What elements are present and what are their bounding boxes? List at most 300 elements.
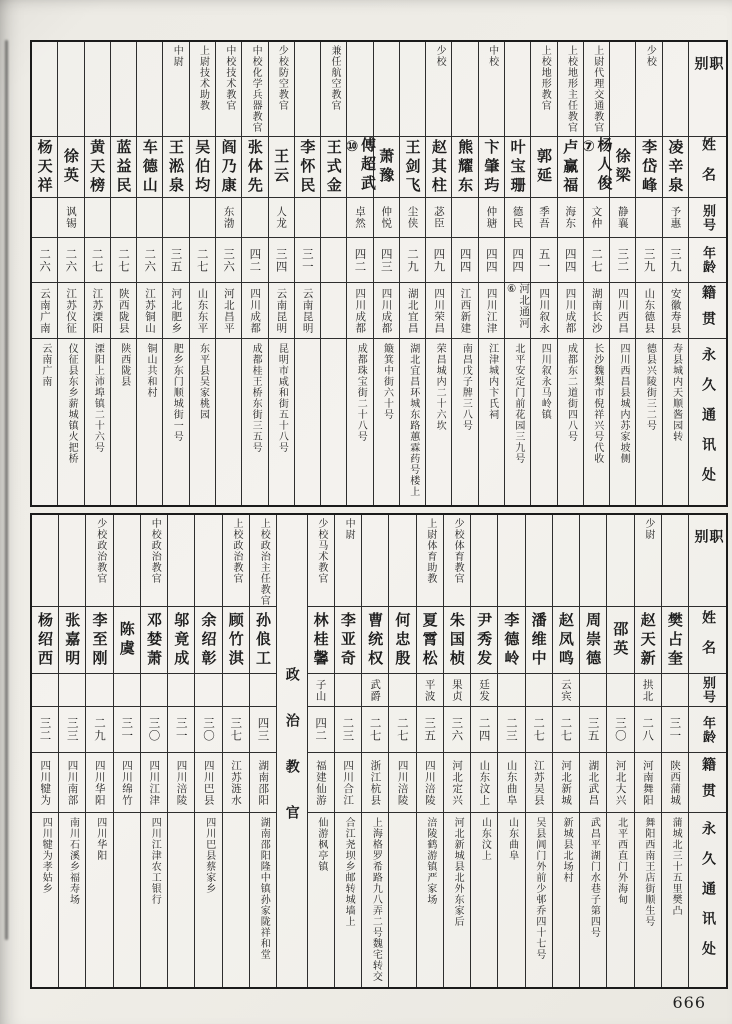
- rank-cell: [526, 515, 552, 607]
- alias-cell: 仲悦: [374, 198, 399, 238]
- rank-cell: [58, 42, 83, 137]
- person-column: [85, 515, 112, 987]
- name-cell: 张嘉明: [59, 607, 85, 674]
- native-cell: 湖北武昌: [580, 753, 606, 813]
- rank-cell: [168, 515, 194, 607]
- alias-cell: 季吾: [531, 198, 556, 238]
- age-cell: 二三: [335, 707, 361, 753]
- upper-table: [30, 40, 728, 507]
- native-cell: 河北大兴: [607, 753, 633, 813]
- rank-cell: [59, 515, 85, 607]
- native-cell: 安徽寿县: [663, 283, 688, 339]
- alias-cell: 德民: [505, 198, 530, 238]
- rank-cell: 上校地形主任教官: [558, 42, 583, 137]
- person-column: [189, 42, 215, 505]
- rank-cell: 上校政治教官: [223, 515, 249, 607]
- person-column: [661, 515, 688, 987]
- section-divider-column: [276, 515, 306, 987]
- age-cell: 二三: [498, 707, 524, 753]
- header-alias: 别号: [689, 674, 726, 707]
- person-column: [113, 515, 140, 987]
- age-cell: 三一: [662, 707, 688, 753]
- address-cell: [295, 339, 320, 505]
- person-column: [373, 42, 399, 505]
- rank-cell: 上尉体育助教: [417, 515, 443, 607]
- address-cell: 德县兴陵街三二号: [644, 343, 656, 431]
- age-cell: 三二: [32, 707, 58, 753]
- rank-cell: [347, 42, 372, 137]
- rank-cell: 中校政治教官: [141, 515, 167, 607]
- address-cell: 河北新城县北外东家后: [452, 817, 464, 927]
- native-cell: 河北通河⑥: [505, 283, 530, 339]
- person-column: [167, 515, 194, 987]
- name-cell: 赵凤鸣: [553, 607, 579, 674]
- name-cell: 夏霄松: [417, 607, 443, 674]
- address-cell: 舞阳西南王店街顺生号: [642, 817, 654, 927]
- native-cell: 江苏吴县: [526, 753, 552, 813]
- age-cell: 三六: [216, 238, 241, 283]
- person-column: [84, 42, 110, 505]
- age-cell: 四三: [250, 707, 276, 753]
- age-cell: 二九: [400, 238, 425, 283]
- age-cell: 五一: [531, 238, 556, 283]
- age-cell: 三九: [636, 238, 661, 283]
- rank-cell: 中校化学兵器教官: [242, 42, 267, 137]
- person-column: [530, 42, 556, 505]
- native-cell: 四川巴县: [195, 753, 221, 813]
- address-cell: 寿县城内天顺酱园转: [670, 343, 682, 442]
- rank-cell: [452, 42, 477, 137]
- rank-cell: [111, 42, 136, 137]
- alias-cell: 东渤: [216, 198, 241, 238]
- native-cell: 浙江杭县: [362, 753, 388, 813]
- header-age: 年龄: [689, 707, 726, 753]
- person-column: [58, 515, 85, 987]
- age-cell: 二七: [111, 238, 136, 283]
- name-cell: 何忠殷: [389, 607, 415, 674]
- rank-cell: 少校防空教官: [269, 42, 294, 137]
- native-cell: 河北新城: [553, 753, 579, 813]
- address-cell: [114, 813, 140, 987]
- address-cell: 山东汶上: [479, 817, 491, 861]
- person-column: [497, 515, 524, 987]
- alias-cell: 苾臣: [426, 198, 451, 238]
- name-cell: 邓婪萧: [141, 607, 167, 674]
- alias-cell: [114, 674, 140, 707]
- address-cell: 北平安定门前花园三九号: [512, 343, 524, 464]
- age-cell: 四四: [452, 238, 477, 283]
- name-cell: 孙俍工: [250, 607, 276, 674]
- alias-cell: [32, 198, 57, 238]
- age-cell: 三七: [223, 707, 249, 753]
- name-cell: 李怀民: [295, 137, 320, 198]
- address-cell: 南昌戊子牌三八号: [460, 343, 472, 431]
- rank-cell: 中校: [479, 42, 504, 137]
- age-cell: 二七: [526, 707, 552, 753]
- address-cell: 山东曲阜: [506, 817, 518, 861]
- rank-cell: [389, 515, 415, 607]
- name-cell: 萧豫: [374, 137, 399, 198]
- address-cell: 吴县阊门外前少邨乔四十七号: [533, 817, 545, 960]
- person-column: [57, 42, 83, 505]
- name-cell: 徐梁: [610, 137, 635, 198]
- header-alias: 别号: [689, 198, 726, 238]
- alias-cell: [32, 674, 58, 707]
- address-cell: 四川叙永马岭镇: [539, 343, 551, 420]
- rank-cell: 少校政治教官: [86, 515, 112, 607]
- rank-cell: [610, 42, 635, 137]
- native-cell: 四川成都: [558, 283, 583, 339]
- address-cell: 江津城内卞氏祠: [486, 343, 498, 420]
- rank-cell: 少校: [426, 42, 451, 137]
- age-cell: 四二: [347, 238, 372, 283]
- address-cell: 四川巴县蔡家乡: [203, 817, 215, 894]
- person-column: [634, 515, 661, 987]
- alias-cell: 尘侠: [400, 198, 425, 238]
- age-cell: 四四: [479, 238, 504, 283]
- address-cell: 合江尧坝乡邮转城墙上: [343, 817, 355, 927]
- native-cell: 山东汶上: [471, 753, 497, 813]
- age-cell: 四二: [242, 238, 267, 283]
- native-cell: 江苏仪征: [58, 283, 83, 339]
- rank-cell: [471, 515, 497, 607]
- address-cell: 簸箕中街六十号: [381, 343, 393, 420]
- address-cell: 云南广南: [39, 343, 51, 387]
- rank-cell: 中校技术教官: [216, 42, 241, 137]
- alias-cell: 海东: [558, 198, 583, 238]
- rank-cell: 少校马术教官: [308, 515, 334, 607]
- age-cell: 四四: [558, 238, 583, 283]
- alias-cell: [163, 198, 188, 238]
- native-cell: 云南昆明: [295, 283, 320, 339]
- native-cell: 四川涪陵: [168, 753, 194, 813]
- native-cell: 福建仙游: [308, 753, 334, 813]
- alias-cell: 予惠: [663, 198, 688, 238]
- name-cell: 杨绍西: [32, 607, 58, 674]
- rank-cell: [607, 515, 633, 607]
- address-cell: [168, 813, 194, 987]
- person-column: [162, 42, 188, 505]
- address-cell: [321, 339, 346, 505]
- rank-cell: 中尉: [163, 42, 188, 137]
- rank-cell: [580, 515, 606, 607]
- name-cell: 傅超武⑩: [347, 137, 372, 198]
- header-name: 姓名: [689, 137, 726, 198]
- native-cell: 四川合江: [335, 753, 361, 813]
- age-cell: 二七: [85, 238, 110, 283]
- alias-cell: [321, 198, 346, 238]
- name-cell: 杨天祥: [32, 137, 57, 198]
- person-column: [635, 42, 661, 505]
- header-address: 永久通讯处: [700, 821, 716, 971]
- native-cell: 四川华阳: [86, 753, 112, 813]
- native-cell: 江苏溧阳: [85, 283, 110, 339]
- age-cell: 三九: [663, 238, 688, 283]
- person-column: [579, 515, 606, 987]
- age-cell: 二六: [137, 238, 162, 283]
- name-cell: 杨人俊⑦: [584, 137, 609, 198]
- person-column: [425, 42, 451, 505]
- age-cell: 二四: [471, 707, 497, 753]
- native-cell: 山东曲阜: [498, 753, 524, 813]
- native-cell: 湖南长沙: [584, 283, 609, 339]
- name-cell: 邵英: [607, 607, 633, 674]
- person-column: [557, 42, 583, 505]
- rank-cell: [362, 515, 388, 607]
- age-cell: 二七: [362, 707, 388, 753]
- address-cell: 溧阳上沛埠镇二十六号: [92, 343, 104, 453]
- alias-cell: [580, 674, 606, 707]
- age-cell: 二七: [553, 707, 579, 753]
- native-cell: 江苏铜山: [137, 283, 162, 339]
- native-cell: 四川犍为: [32, 753, 58, 813]
- age-cell: [321, 238, 346, 283]
- alias-cell: 讽锡: [58, 198, 83, 238]
- age-cell: 三四: [269, 238, 294, 283]
- alias-cell: [389, 674, 415, 707]
- address-cell: 成都珠宝街二十八号: [355, 343, 367, 442]
- address-cell: 四川犍为孝姑乡: [40, 817, 52, 894]
- name-cell: 赵天新: [635, 607, 661, 674]
- name-cell: 卢赢福: [558, 137, 583, 198]
- native-cell: 河北肥乡: [163, 283, 188, 339]
- rank-cell: 上尉技术助教: [190, 42, 215, 137]
- rank-cell: 少校: [636, 42, 661, 137]
- address-cell: 四川华阳: [94, 817, 106, 861]
- rank-cell: [663, 42, 688, 137]
- name-cell: 黄天榜: [85, 137, 110, 198]
- address-cell: 四川西昌县城内苏家坡侧: [618, 343, 630, 464]
- alias-cell: 文仲: [584, 198, 609, 238]
- age-cell: 四三: [374, 238, 399, 283]
- person-column: [110, 42, 136, 505]
- native-cell: 江苏涟水: [223, 753, 249, 813]
- alias-cell: [662, 674, 688, 707]
- person-column: [388, 515, 415, 987]
- address-cell: 上海格罗希路九八弄二号魏宅转交: [370, 817, 382, 982]
- person-column: [399, 42, 425, 505]
- rank-cell: [505, 42, 530, 137]
- native-cell: 云南昆明: [269, 283, 294, 339]
- alias-cell: [607, 674, 633, 707]
- name-cell: 吴伯均: [190, 137, 215, 198]
- person-column: [215, 42, 241, 505]
- rank-cell: 上尉代理交通教官: [584, 42, 609, 137]
- name-cell: 王剑飞: [400, 137, 425, 198]
- name-cell: 樊占奎: [662, 607, 688, 674]
- address-cell: 湖北宜昌环城东路蕙霖药号楼上: [407, 343, 419, 497]
- alias-cell: 卓然: [347, 198, 372, 238]
- native-cell: 山东东平: [190, 283, 215, 339]
- age-cell: 二六: [32, 238, 57, 283]
- person-column: [222, 515, 249, 987]
- age-cell: 二七: [584, 238, 609, 283]
- native-cell: 四川南部: [59, 753, 85, 813]
- name-cell: 曹统权: [362, 607, 388, 674]
- name-cell: 王式金: [321, 137, 346, 198]
- alias-cell: [141, 674, 167, 707]
- age-cell: 三〇: [195, 707, 221, 753]
- native-cell: 四川成都: [242, 283, 267, 339]
- rank-cell: [32, 42, 57, 137]
- native-cell: 四川成都: [374, 283, 399, 339]
- native-cell: 河北定兴: [444, 753, 470, 813]
- native-cell: 江西新建: [452, 283, 477, 339]
- alias-cell: 武爵: [362, 674, 388, 707]
- alias-cell: [452, 198, 477, 238]
- person-column: [609, 42, 635, 505]
- age-cell: 三六: [444, 707, 470, 753]
- age-cell: 三五: [417, 707, 443, 753]
- age-cell: 二九: [86, 707, 112, 753]
- address-cell: 成都桂王桥东街三五号: [250, 343, 262, 453]
- person-column: [307, 515, 334, 987]
- name-cell: 尹秀发: [471, 607, 497, 674]
- age-cell: 三五: [580, 707, 606, 753]
- header-native: 籍贯: [689, 283, 726, 339]
- name-cell: 李德岭: [498, 607, 524, 674]
- person-column: [504, 42, 530, 505]
- person-column: [249, 515, 276, 987]
- address-cell: 长沙魏梨市倪祥兴号代收: [591, 343, 603, 464]
- alias-cell: [59, 674, 85, 707]
- address-cell: 仪征县东乡薪城镇火把桥: [66, 343, 78, 464]
- address-cell: 陕西陇县: [118, 343, 130, 387]
- name-cell: 李亚奇: [335, 607, 361, 674]
- rank-cell: [498, 515, 524, 607]
- rank-cell: 中尉: [335, 515, 361, 607]
- person-column: [525, 515, 552, 987]
- age-cell: 三三: [59, 707, 85, 753]
- age-cell: 三一: [295, 238, 320, 283]
- rank-cell: 上校地形教官: [531, 42, 556, 137]
- name-cell: 王淞泉: [163, 137, 188, 198]
- alias-cell: [190, 198, 215, 238]
- alias-cell: 平波: [417, 674, 443, 707]
- age-cell: 二七: [389, 707, 415, 753]
- name-cell: 王云: [269, 137, 294, 198]
- age-cell: 四四: [505, 238, 530, 283]
- age-cell: 四二: [308, 707, 334, 753]
- alias-cell: [295, 198, 320, 238]
- lower-table: [30, 513, 728, 989]
- name-cell: 周崇德: [580, 607, 606, 674]
- person-column: [241, 42, 267, 505]
- header-native: 籍贯: [689, 753, 726, 813]
- rank-cell: [85, 42, 110, 137]
- name-cell: 张体先: [242, 137, 267, 198]
- rank-cell: [374, 42, 399, 137]
- person-column: [32, 42, 57, 505]
- name-cell: 赵其柱: [426, 137, 451, 198]
- person-column: [478, 42, 504, 505]
- age-cell: 三〇: [607, 707, 633, 753]
- age-cell: 三五: [163, 238, 188, 283]
- name-cell: 蓝益民: [111, 137, 136, 198]
- page-number: 666: [672, 993, 706, 1012]
- name-cell: 凌辛泉: [663, 137, 688, 198]
- name-cell: 李至刚: [86, 607, 112, 674]
- person-column: [361, 515, 388, 987]
- rank-cell: 少校体育教官: [444, 515, 470, 607]
- native-cell: [321, 283, 346, 339]
- rank-cell: [32, 515, 58, 607]
- alias-cell: 拱北: [635, 674, 661, 707]
- person-column: [194, 515, 221, 987]
- person-column: [334, 515, 361, 987]
- rank-cell: [295, 42, 320, 137]
- address-cell: 昆明市咸和街五十八号: [276, 343, 288, 453]
- address-cell: [223, 813, 249, 987]
- native-cell: 四川江津: [141, 753, 167, 813]
- rank-cell: 少尉: [635, 515, 661, 607]
- native-cell: 河北昌平: [216, 283, 241, 339]
- name-cell: 叶宝珊: [505, 137, 530, 198]
- alias-cell: 云宾: [553, 674, 579, 707]
- name-cell: 阎乃康: [216, 137, 241, 198]
- name-cell: 郭延: [531, 137, 556, 198]
- name-cell: 熊耀东: [452, 137, 477, 198]
- person-column: [579, 42, 614, 505]
- address-cell: 仙游枫亭镇: [315, 817, 327, 872]
- person-column: [342, 42, 377, 505]
- header-column: [688, 42, 726, 505]
- person-column: [662, 42, 688, 505]
- header-age: 年龄: [689, 238, 726, 283]
- age-cell: 三二: [610, 238, 635, 283]
- person-column: [294, 42, 320, 505]
- native-cell: 湖南邵阳: [250, 753, 276, 813]
- native-cell: 四川涪陵: [389, 753, 415, 813]
- alias-cell: [526, 674, 552, 707]
- name-cell: 李岱峰: [636, 137, 661, 198]
- address-cell: 东平县吴家桃园: [197, 343, 209, 420]
- rank-cell: [662, 515, 688, 607]
- person-column: [140, 515, 167, 987]
- native-cell: 湖北宜昌: [400, 283, 425, 339]
- age-cell: 四九: [426, 238, 451, 283]
- header-address: 永久通讯处: [700, 347, 716, 497]
- section-divider-label: 政治教官: [283, 667, 300, 851]
- address-cell: 南川石溪乡福寿场: [67, 817, 79, 905]
- name-cell: 车德山: [137, 137, 162, 198]
- rank-cell: [195, 515, 221, 607]
- address-cell: 成都东二道街四八号: [565, 343, 577, 442]
- address-cell: 肥乡东门顺城街一号: [171, 343, 183, 442]
- native-cell: 四川荣昌: [426, 283, 451, 339]
- native-cell: 四川成都: [347, 283, 372, 339]
- rank-cell: [400, 42, 425, 137]
- address-cell: 北平西直门外海甸: [615, 817, 627, 905]
- alias-cell: [85, 198, 110, 238]
- address-cell: 武昌平湖门水巷子第四号: [588, 817, 600, 938]
- address-cell: 荣昌城内二十六坎: [434, 343, 446, 431]
- address-cell: 涪陵鹤游镇严家场: [424, 817, 436, 905]
- native-cell: 四川西昌: [610, 283, 635, 339]
- alias-cell: [223, 674, 249, 707]
- age-cell: 二六: [58, 238, 83, 283]
- header-column: [688, 515, 726, 987]
- native-cell: 云南广南: [32, 283, 57, 339]
- alias-cell: [195, 674, 221, 707]
- alias-cell: [335, 674, 361, 707]
- person-column: [320, 42, 346, 505]
- native-cell: 四川叙永: [531, 283, 556, 339]
- name-cell: 卞肇玙: [479, 137, 504, 198]
- age-cell: 三一: [168, 707, 194, 753]
- alias-cell: [250, 674, 276, 707]
- alias-cell: [137, 198, 162, 238]
